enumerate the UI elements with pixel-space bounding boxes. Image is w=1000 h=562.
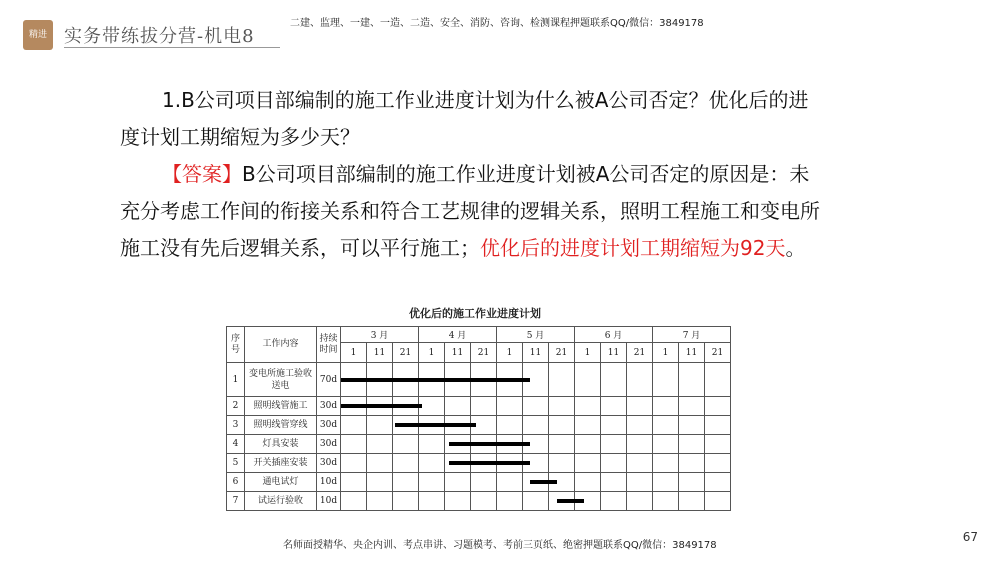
timeline-cell <box>679 416 705 435</box>
day-header: 21 <box>549 343 575 363</box>
day-header: 1 <box>575 343 601 363</box>
timeline-cell <box>471 492 497 511</box>
row-task: 照明线管施工 <box>245 397 317 416</box>
timeline-cell <box>471 473 497 492</box>
timeline-cell <box>679 363 705 397</box>
timeline-cell <box>601 454 627 473</box>
timeline-cell <box>497 416 523 435</box>
day-header: 1 <box>419 343 445 363</box>
row-number: 3 <box>227 416 245 435</box>
row-number: 5 <box>227 454 245 473</box>
timeline-cell <box>393 435 419 454</box>
timeline-cell <box>523 435 549 454</box>
row-number: 6 <box>227 473 245 492</box>
row-number: 2 <box>227 397 245 416</box>
timeline-cell <box>549 454 575 473</box>
timeline-cell <box>367 435 393 454</box>
timeline-cell <box>393 363 419 397</box>
timeline-cell <box>627 363 653 397</box>
timeline-cell <box>679 473 705 492</box>
table-row <box>227 416 731 435</box>
timeline-cell <box>549 416 575 435</box>
row-number: 7 <box>227 492 245 511</box>
row-duration: 10d <box>317 473 341 492</box>
row-number: 1 <box>227 363 245 397</box>
timeline-cell <box>549 363 575 397</box>
footer-banner: 名师面授精华、央企内训、考点串讲、习题模考、考前三页纸、绝密押题联系QQ/微信：3849178 <box>283 540 717 551</box>
timeline-cell <box>523 363 549 397</box>
timeline-cell <box>497 397 523 416</box>
timeline-cell <box>497 454 523 473</box>
timeline-cell <box>341 473 367 492</box>
timeline-cell <box>419 435 445 454</box>
timeline-cell <box>653 435 679 454</box>
day-header: 21 <box>471 343 497 363</box>
timeline-cell <box>575 492 601 511</box>
timeline-cell <box>419 416 445 435</box>
timeline-cell <box>653 416 679 435</box>
header-banner: 二建、监理、一建、一造、二造、安全、消防、咨询、检测课程押题联系QQ/微信：3849178 <box>290 18 704 29</box>
timeline-cell <box>601 397 627 416</box>
timeline-cell <box>549 435 575 454</box>
timeline-cell <box>575 363 601 397</box>
day-header: 11 <box>601 343 627 363</box>
timeline-cell <box>341 416 367 435</box>
timeline-cell <box>419 492 445 511</box>
timeline-cell <box>549 397 575 416</box>
row-task: 试运行验收 <box>245 492 317 511</box>
month-header: 7 月 <box>653 327 731 343</box>
timeline-cell <box>341 363 367 397</box>
month-header: 4 月 <box>419 327 497 343</box>
day-header: 11 <box>679 343 705 363</box>
timeline-cell <box>705 454 731 473</box>
timeline-cell <box>679 492 705 511</box>
row-duration: 30d <box>317 435 341 454</box>
timeline-cell <box>679 454 705 473</box>
day-header: 21 <box>393 343 419 363</box>
timeline-cell <box>471 435 497 454</box>
timeline-cell <box>627 435 653 454</box>
month-header: 3 月 <box>341 327 419 343</box>
timeline-cell <box>367 454 393 473</box>
header-task: 工作内容 <box>245 327 317 363</box>
timeline-cell <box>419 397 445 416</box>
timeline-cell <box>523 416 549 435</box>
timeline-cell <box>445 363 471 397</box>
row-task: 灯具安装 <box>245 435 317 454</box>
timeline-cell <box>471 454 497 473</box>
slide-content <box>120 82 820 267</box>
timeline-cell <box>497 492 523 511</box>
timeline-cell <box>367 492 393 511</box>
header-duration: 持续时间 <box>317 327 341 363</box>
timeline-cell <box>341 454 367 473</box>
page-number: 67 <box>962 530 978 544</box>
timeline-cell <box>627 473 653 492</box>
row-duration: 70d <box>317 363 341 397</box>
timeline-cell <box>367 363 393 397</box>
timeline-cell <box>341 492 367 511</box>
title-underline <box>64 47 280 48</box>
timeline-cell <box>471 416 497 435</box>
timeline-cell <box>445 473 471 492</box>
timeline-cell <box>705 416 731 435</box>
timeline-cell <box>627 416 653 435</box>
timeline-cell <box>549 492 575 511</box>
timeline-cell <box>653 492 679 511</box>
timeline-cell <box>705 492 731 511</box>
day-header: 1 <box>653 343 679 363</box>
timeline-cell <box>549 473 575 492</box>
timeline-cell <box>471 363 497 397</box>
timeline-cell <box>653 397 679 416</box>
timeline-cell <box>705 435 731 454</box>
timeline-cell <box>705 473 731 492</box>
timeline-cell <box>653 363 679 397</box>
month-header: 6 月 <box>575 327 653 343</box>
answer-text: B公司项目部编制的施工作业进度计划被A公司否定的原因是：未充分考虑工作间的衔接关系和符合工艺规律的逻辑关系，照明工程施工和变电所施工没有先后逻辑关系，可以平行施工； <box>120 162 820 260</box>
timeline-cell <box>575 435 601 454</box>
timeline-cell <box>393 397 419 416</box>
answer-tag: 【答案】 <box>162 162 242 186</box>
timeline-cell <box>705 363 731 397</box>
timeline-cell <box>523 492 549 511</box>
timeline-cell <box>393 454 419 473</box>
gantt-table <box>226 326 731 511</box>
timeline-cell <box>575 416 601 435</box>
month-header: 5 月 <box>497 327 575 343</box>
table-row <box>227 492 731 511</box>
timeline-cell <box>445 397 471 416</box>
timeline-cell <box>497 473 523 492</box>
timeline-cell <box>497 435 523 454</box>
timeline-cell <box>341 397 367 416</box>
day-header: 11 <box>445 343 471 363</box>
table-row <box>227 473 731 492</box>
timeline-cell <box>445 435 471 454</box>
timeline-cell <box>575 473 601 492</box>
timeline-cell <box>653 473 679 492</box>
day-header: 1 <box>497 343 523 363</box>
row-duration: 30d <box>317 416 341 435</box>
timeline-cell <box>393 492 419 511</box>
timeline-cell <box>601 416 627 435</box>
day-header: 21 <box>627 343 653 363</box>
timeline-cell <box>419 363 445 397</box>
day-header: 1 <box>341 343 367 363</box>
timeline-cell <box>367 397 393 416</box>
table-row <box>227 397 731 416</box>
answer-highlight: 优化后的进度计划工期缩短为92天 <box>480 236 786 260</box>
timeline-cell <box>445 416 471 435</box>
timeline-cell <box>627 454 653 473</box>
timeline-cell <box>523 454 549 473</box>
answer-end: 。 <box>785 236 806 260</box>
timeline-cell <box>705 397 731 416</box>
timeline-cell <box>419 454 445 473</box>
answer-paragraph <box>120 156 820 267</box>
table-row <box>227 435 731 454</box>
day-header: 11 <box>523 343 549 363</box>
row-duration: 30d <box>317 454 341 473</box>
row-task: 开关插座安装 <box>245 454 317 473</box>
row-duration: 10d <box>317 492 341 511</box>
day-header: 21 <box>705 343 731 363</box>
timeline-cell <box>367 473 393 492</box>
timeline-cell <box>445 454 471 473</box>
timeline-cell <box>393 416 419 435</box>
timeline-cell <box>575 454 601 473</box>
timeline-cell <box>601 492 627 511</box>
timeline-cell <box>445 492 471 511</box>
row-number: 4 <box>227 435 245 454</box>
row-task: 变电所施工验收送电 <box>245 363 317 397</box>
timeline-cell <box>653 454 679 473</box>
timeline-cell <box>523 397 549 416</box>
table-row <box>227 363 731 397</box>
timeline-cell <box>627 397 653 416</box>
timeline-cell <box>601 363 627 397</box>
timeline-cell <box>419 473 445 492</box>
timeline-cell <box>627 492 653 511</box>
timeline-cell <box>523 473 549 492</box>
timeline-cell <box>341 435 367 454</box>
timeline-cell <box>575 397 601 416</box>
brand-logo: 精进 <box>23 20 53 50</box>
timeline-cell <box>497 363 523 397</box>
day-header: 11 <box>367 343 393 363</box>
header-seq: 序号 <box>227 327 245 363</box>
row-task: 照明线管穿线 <box>245 416 317 435</box>
timeline-cell <box>393 473 419 492</box>
timeline-cell <box>601 473 627 492</box>
row-task: 通电试灯 <box>245 473 317 492</box>
question-text: 1.B公司项目部编制的施工作业进度计划为什么被A公司否定？优化后的进度计划工期缩短为多少天？ <box>120 88 809 149</box>
row-duration: 30d <box>317 397 341 416</box>
timeline-cell <box>367 416 393 435</box>
timeline-cell <box>679 397 705 416</box>
timeline-cell <box>601 435 627 454</box>
course-title: 实务带练拔分营-机电8 <box>64 26 255 47</box>
table-caption: 优化后的施工作业进度计划 <box>409 307 541 320</box>
timeline-cell <box>471 397 497 416</box>
table-row <box>227 454 731 473</box>
timeline-cell <box>679 435 705 454</box>
